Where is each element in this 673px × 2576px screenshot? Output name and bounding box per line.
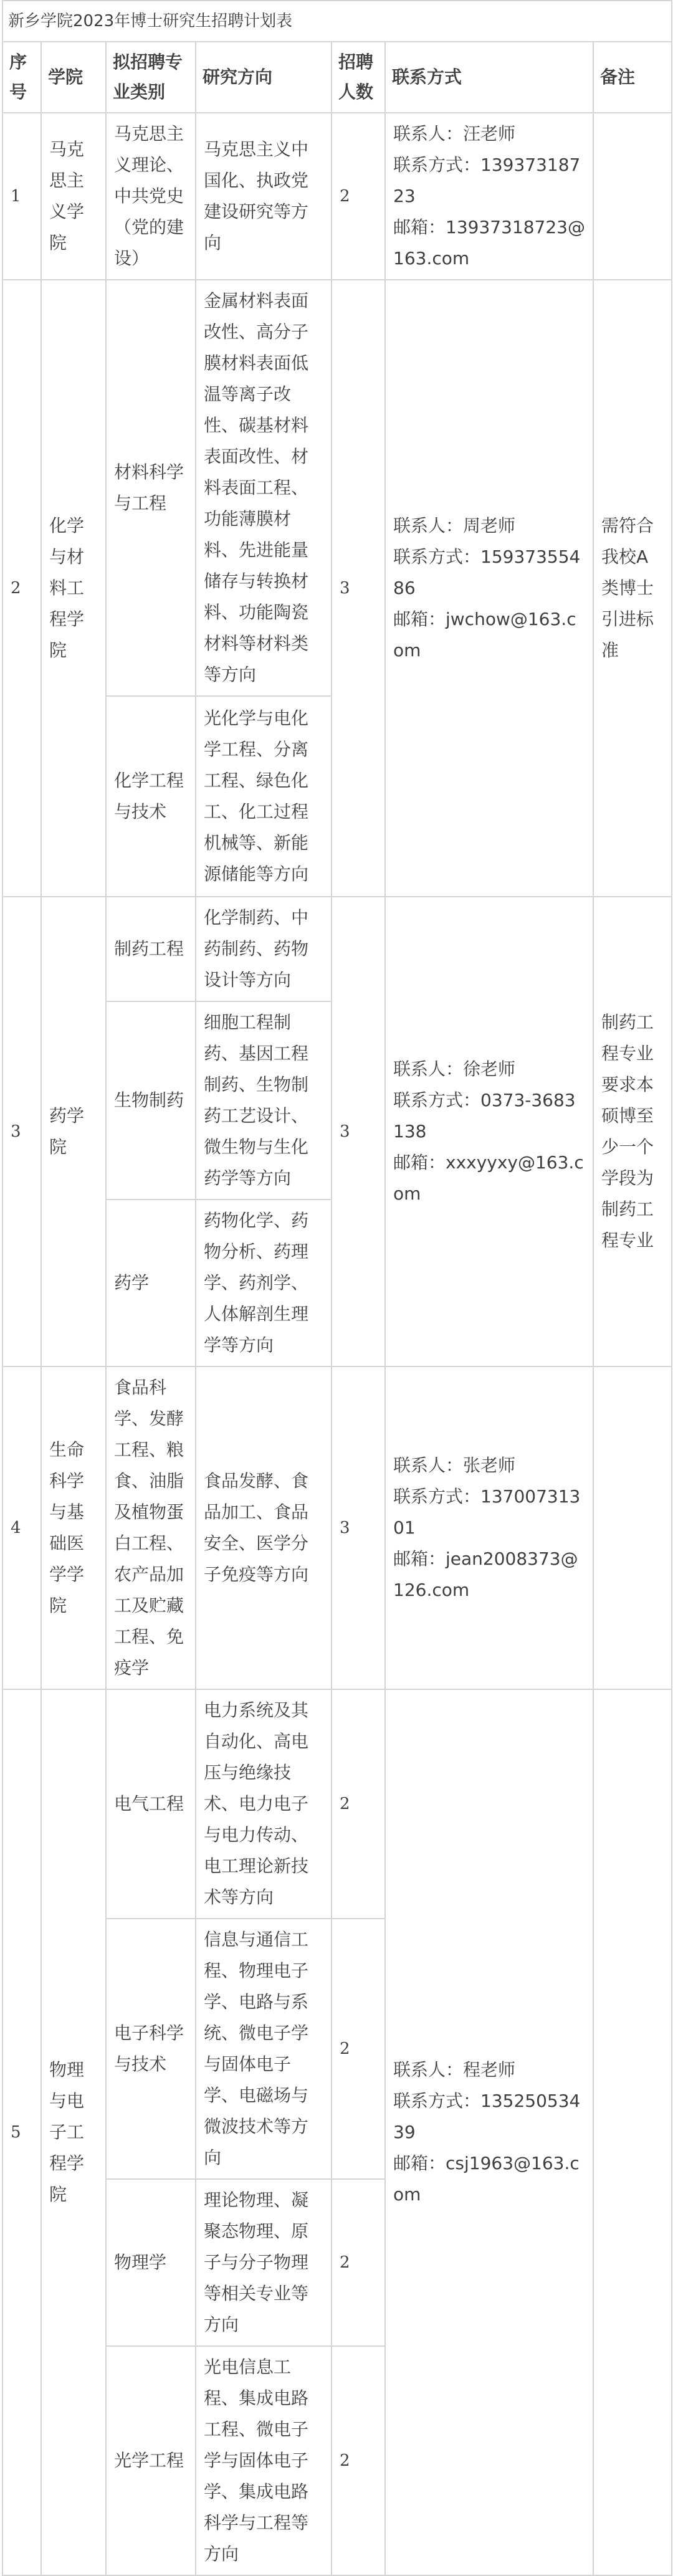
research-direction: 电力系统及其自动化、高电压与绝缘技术、电力电子与电力传动、电工理论新技术等方向: [196, 1689, 332, 1919]
header-count: 招聘人数: [332, 42, 385, 113]
recruit-count: 2: [332, 2346, 385, 2575]
row-index: 1: [2, 113, 41, 280]
remark-cell: [593, 1689, 672, 2575]
research-direction: 光化学与电化学工程、分离工程、绿色化工、化工过程机械等、新能源储能等方向: [196, 696, 332, 897]
contact-person: 联系人：汪老师: [393, 123, 516, 144]
major-name: 制药工程: [106, 897, 196, 1001]
major-name: 马克思主义理论、中共党史（党的建设）: [106, 113, 196, 280]
research-direction: 光电信息工程、集成电路工程、微电子学与固体电子学、集成电路科学与工程等方向: [196, 2346, 332, 2575]
recruit-count: 2: [332, 2179, 385, 2346]
major-name: 生物制药: [106, 1001, 196, 1200]
row-index: 3: [2, 897, 41, 1367]
major-name: 材料科学与工程: [106, 280, 196, 696]
contact-cell: [385, 113, 593, 280]
recruit-count: 3: [332, 280, 385, 897]
research-direction: 金属材料表面改性、高分子膜材料表面低温等离子改性、碳基材料表面改性、材料表面工程、功能薄膜材料、先进能量储存与转换材料、功能陶瓷材料等材料类等方向: [196, 280, 332, 696]
research-direction: 马克思主义中国化、执政党建设研究等方向: [196, 113, 332, 280]
college-name: 物理与电子工程学院: [41, 1689, 106, 2575]
major-name: 化学工程与技术: [106, 696, 196, 897]
contact-person: 联系人：张老师: [393, 1455, 516, 1476]
contact-email: 邮箱：xxxyyxy@163.com: [393, 1152, 584, 1204]
header-major: 拟招聘专业类别: [106, 42, 196, 113]
contact-email: 邮箱：13937318723@163.com: [393, 217, 585, 269]
contact-cell: [385, 1689, 593, 2575]
header-contact: 联系方式: [385, 42, 593, 113]
contact-phone: 联系方式：13937318723: [393, 155, 581, 206]
contact-person: 联系人：程老师: [393, 2059, 516, 2080]
contact-email: 邮箱：jean2008373@126.com: [393, 1548, 578, 1600]
row-index: 2: [2, 280, 41, 897]
college-name: 马克思主义学院: [41, 113, 106, 280]
recruit-count: 2: [332, 1689, 385, 1919]
header-college: 学院: [41, 42, 106, 113]
contact-cell: [385, 280, 593, 897]
header-index: 序号: [2, 42, 41, 113]
major-name: 电气工程: [106, 1689, 196, 1919]
row-index: 5: [2, 1689, 41, 2575]
contact-person: 联系人：徐老师: [393, 1059, 516, 1079]
contact-phone: 联系方式：15937355486: [393, 546, 581, 598]
major-name: 药学: [106, 1200, 196, 1367]
contact-phone: 联系方式：0373-3683138: [393, 1090, 576, 1142]
table-row: [2, 1689, 672, 1919]
contact-cell: [385, 897, 593, 1367]
college-name: 生命科学与基础医学学院: [41, 1367, 106, 1689]
research-direction: 细胞工程制药、基因工程制药、生物制药工艺设计、微生物与生化药学等方向: [196, 1001, 332, 1200]
contact-phone: 联系方式：13525053439: [393, 2091, 581, 2142]
remark-cell: 制药工程专业要求本硕博至少一个学段为制药工程专业: [593, 897, 672, 1367]
recruit-count: 2: [332, 1919, 385, 2179]
research-direction: 食品发酵、食品加工、食品安全、医学分子免疫等方向: [196, 1367, 332, 1689]
header-remark: 备注: [593, 42, 672, 113]
remark-cell: 需符合我校A类博士引进标准: [593, 280, 672, 897]
major-name: 物理学: [106, 2179, 196, 2346]
recruitment-plan-table: [2, 0, 672, 2576]
research-direction: 化学制药、中药制药、药物设计等方向: [196, 897, 332, 1001]
recruit-count: 2: [332, 113, 385, 280]
table-title: 新乡学院2023年博士研究生招聘计划表: [2, 1, 672, 42]
row-index: 4: [2, 1367, 41, 1689]
college-name: 化学与材料工程学院: [41, 280, 106, 897]
recruit-count: 3: [332, 1367, 385, 1689]
major-name: 光学工程: [106, 2346, 196, 2575]
major-name: 食品科学、发酵工程、粮食、油脂及植物蛋白工程、农产品加工及贮藏工程、免疫学: [106, 1367, 196, 1689]
contact-email: 邮箱：jwchow@163.com: [393, 609, 576, 661]
table-row: [2, 1367, 672, 1689]
contact-person: 联系人：周老师: [393, 515, 516, 536]
header-direction: 研究方向: [196, 42, 332, 113]
remark-cell: [593, 1367, 672, 1689]
research-direction: 药物化学、药物分析、药理学、药剂学、人体解剖生理学等方向: [196, 1200, 332, 1367]
table-row: [2, 113, 672, 280]
contact-email: 邮箱：csj1963@163.com: [393, 2153, 580, 2205]
remark-cell: [593, 113, 672, 280]
contact-cell: [385, 1367, 593, 1689]
table-row: [2, 280, 672, 696]
major-name: 电子科学与技术: [106, 1919, 196, 2179]
research-direction: 信息与通信工程、物理电子学、电路与系统、微电子学与固体电子学、电磁场与微波技术等方向: [196, 1919, 332, 2179]
table-row: [2, 897, 672, 1001]
contact-phone: 联系方式：13700731301: [393, 1486, 581, 1538]
college-name: 药学院: [41, 897, 106, 1367]
research-direction: 理论物理、凝聚态物理、原子与分子物理等相关专业等方向: [196, 2179, 332, 2346]
recruit-count: 3: [332, 897, 385, 1367]
